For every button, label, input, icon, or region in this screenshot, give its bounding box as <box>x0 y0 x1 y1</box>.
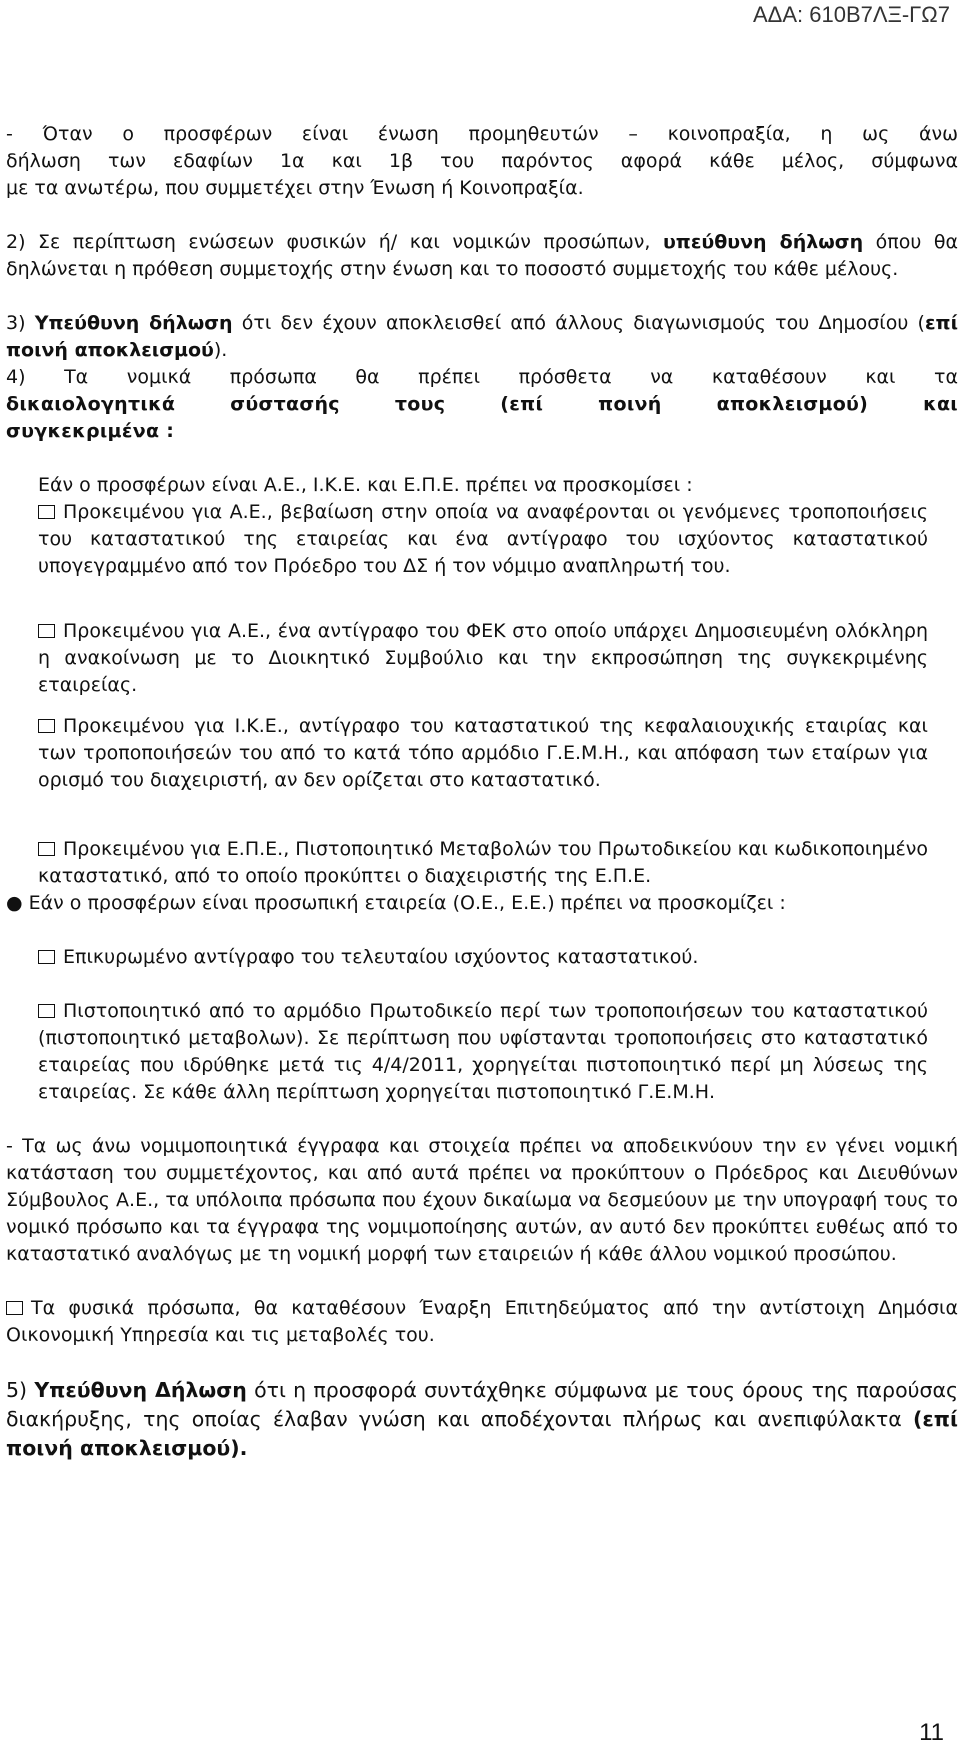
legal-paragraph: - Τα ως άνω νομιμοποιητικά έγγραφα και στοιχεία πρέπει να αποδεικνύουν την εν γένει νομική κατάσταση του συμμετέχοντος, και από αυτά πρέπει να προκύπτουν ο Πρόεδρος και Διευθύνων Σύμβουλος Α.Ε., τα υπόλοιπα πρόσωπα που έχουν δικαίωμα να δεσμεύουν με την υπογραφή τους το νομικό πρόσωπο και τα έγγραφα της νομιμοποίησης αυτών, αν αυτό δεν προκύπτει ευθέως από το καταστατικό αναλόγως με τη νομική μορφή των εταιρειών ή κάθε άλλου νομικού προσώπου. <box>6 1135 958 1265</box>
section-3 <box>6 310 958 364</box>
section-4 <box>6 364 958 445</box>
checkbox-icon <box>38 505 55 519</box>
ae-item-3-text: Προκειμένου για Ι.Κ.Ε., αντίγραφο του καταστατικού της κεφαλαιουχικής εταιρίας και των τροποποιήσεών του από το κατά τόπο αρμόδιο Γ.Ε.Μ.Η., και απόφαση των εταίρων για ορισμό του διαχειριστή, αν δεν ορίζεται στο καταστατικό. <box>38 715 928 791</box>
union-line-2: δήλωση των εδαφίων 1α και 1β του παρόντος αφορά κάθε μέλος, σύμφωνα <box>6 150 958 172</box>
checkbox-icon <box>6 1301 23 1315</box>
checkbox-icon <box>38 624 55 638</box>
checkbox-icon <box>38 950 55 964</box>
checkbox-icon <box>38 1004 55 1018</box>
oe-item-1-text: Επικυρωμένο αντίγραφο του τελευταίου ισχύοντος καταστατικού. <box>63 946 699 968</box>
section-4-line-1: 4) Τα νομικά πρόσωπα θα πρέπει πρόσθετα να καταθέσουν και τα <box>6 366 958 388</box>
section-5-pre: 5) <box>6 1378 35 1402</box>
section-5-bold: Υπεύθυνη Δήλωση <box>34 1378 247 1402</box>
ae-item-1-text: Προκειμένου για Α.Ε., βεβαίωση στην οποία να αναφέρονται οι γενόμενες τροποποιήσεις του καταστατικού της εταιρείας και ένα αντίγραφο του ισχύοντος καταστατικού υπογεγραμμένο από τον Πρόεδρο του ΔΣ ή τον νόμιμο αναπληρωτή του. <box>38 501 928 577</box>
ae-item-1 <box>38 499 928 580</box>
section-2-pre: 2) Σε περίπτωση ενώσεων φυσικών ή/ και νομικών προσώπων, <box>6 231 663 253</box>
union-line-3: με τα ανωτέρω, που συμμετέχει στην Ένωση ή Κοινοπραξία. <box>6 177 584 199</box>
oe-item-1 <box>38 944 928 971</box>
section-2 <box>6 229 958 283</box>
section-3-bold: Υπεύθυνη δήλωση <box>34 312 233 334</box>
section-3-bold-penalty: επί ποινή αποκλεισμού <box>6 312 958 361</box>
oe-item-2 <box>38 998 928 1106</box>
section-5-mid: ότι η προσφορά συντάχθηκε σύμφωνα με τους όρους της παρούσας διακήρυξης, της οποίας έλαβαν γνώση και αποδέχονται πλήρως και ανεπιφύλακτα <box>6 1378 959 1431</box>
ae-item-2-text: Προκειμένου για Α.Ε., ένα αντίγραφο του ΦΕΚ στο οποίο υπάρχει Δημοσιευμένη ολόκληρη η ανακοίνωση με το Διοικητικό Συμβούλιο και την εκπροσώπηση της συγκεκριμένης εταιρείας. <box>38 620 928 696</box>
section-5 <box>6 1376 958 1463</box>
ae-item-2 <box>38 618 928 699</box>
ada-code: ΑΔΑ: 610Β7ΛΞ-ΓΩ7 <box>752 2 950 27</box>
section-3-mid: ότι δεν έχουν αποκλεισθεί από άλλους διαγωνισμούς του Δημοσίου ( <box>232 312 925 334</box>
ae-item-4-text: Προκειμένου για Ε.Π.Ε., Πιστοποιητικό Μεταβολών του Πρωτοδικείου και κωδικοποιημένο καταστατικό, από το οποίο προκύπτει ο διαχειριστής της Ε.Π.Ε. <box>38 838 928 887</box>
page-number: 11 <box>919 1719 944 1746</box>
section-3-pre: 3) <box>6 312 35 334</box>
section-3-post: ). <box>213 339 228 361</box>
oe-intro: ● Εάν ο προσφέρων είναι προσωπική εταιρεία (Ο.Ε., Ε.Ε.) πρέπει να προσκομίζει : <box>6 892 786 914</box>
section-4-line-2: δικαιολογητικά σύστασής τους (επί ποινή αποκλεισμού) και <box>6 393 958 415</box>
union-line-1: - Όταν ο προσφέρων είναι ένωση προμηθευτών – κοινοπραξία, η ως άνω <box>6 123 958 145</box>
ae-intro: Εάν ο προσφέρων είναι Α.Ε., Ι.Κ.Ε. και Ε.Π.Ε. πρέπει να προσκομίσει : <box>38 474 693 496</box>
section-5-bold-penalty: (επί ποινή αποκλεισμού). <box>6 1407 958 1460</box>
section-4-line-3: συγκεκριμένα : <box>6 420 175 442</box>
ae-item-3 <box>38 713 928 794</box>
ae-item-4 <box>38 836 928 890</box>
checkbox-icon <box>38 719 55 733</box>
section-2-bold: υπεύθυνη δήλωση <box>662 231 864 253</box>
natural-persons-text: Τα φυσικά πρόσωπα, θα καταθέσουν Έναρξη Επιτηδεύματος από την αντίστοιχη Δημόσια Οικονομική Υπηρεσία και τις μεταβολές του. <box>6 1297 958 1346</box>
union-paragraph <box>6 121 958 202</box>
oe-item-2-text: Πιστοποιητικό από το αρμόδιο Πρωτοδικείο περί των τροποποιήσεων του καταστατικού (πιστοποιητικό μεταβολων). Σε περίπτωση που υφίστανται τροποποιήσεις στο καταστατικό εταιρείας που ιδρύθηκε μετά τις 4/4/2011, χορηγείται πιστοποιητικό περί μη λύσεως της εταιρείας. Σε κάθε άλλη περίπτωση χορηγείται πιστοποιητικό Γ.Ε.Μ.Η. <box>38 1000 928 1103</box>
natural-persons <box>6 1295 958 1349</box>
section-2-post: όπου θα δηλώνεται η πρόθεση συμμετοχής στην ένωση και το ποσοστό συμμετοχής του κάθε μέλους. <box>6 231 958 280</box>
checkbox-icon <box>38 842 55 856</box>
